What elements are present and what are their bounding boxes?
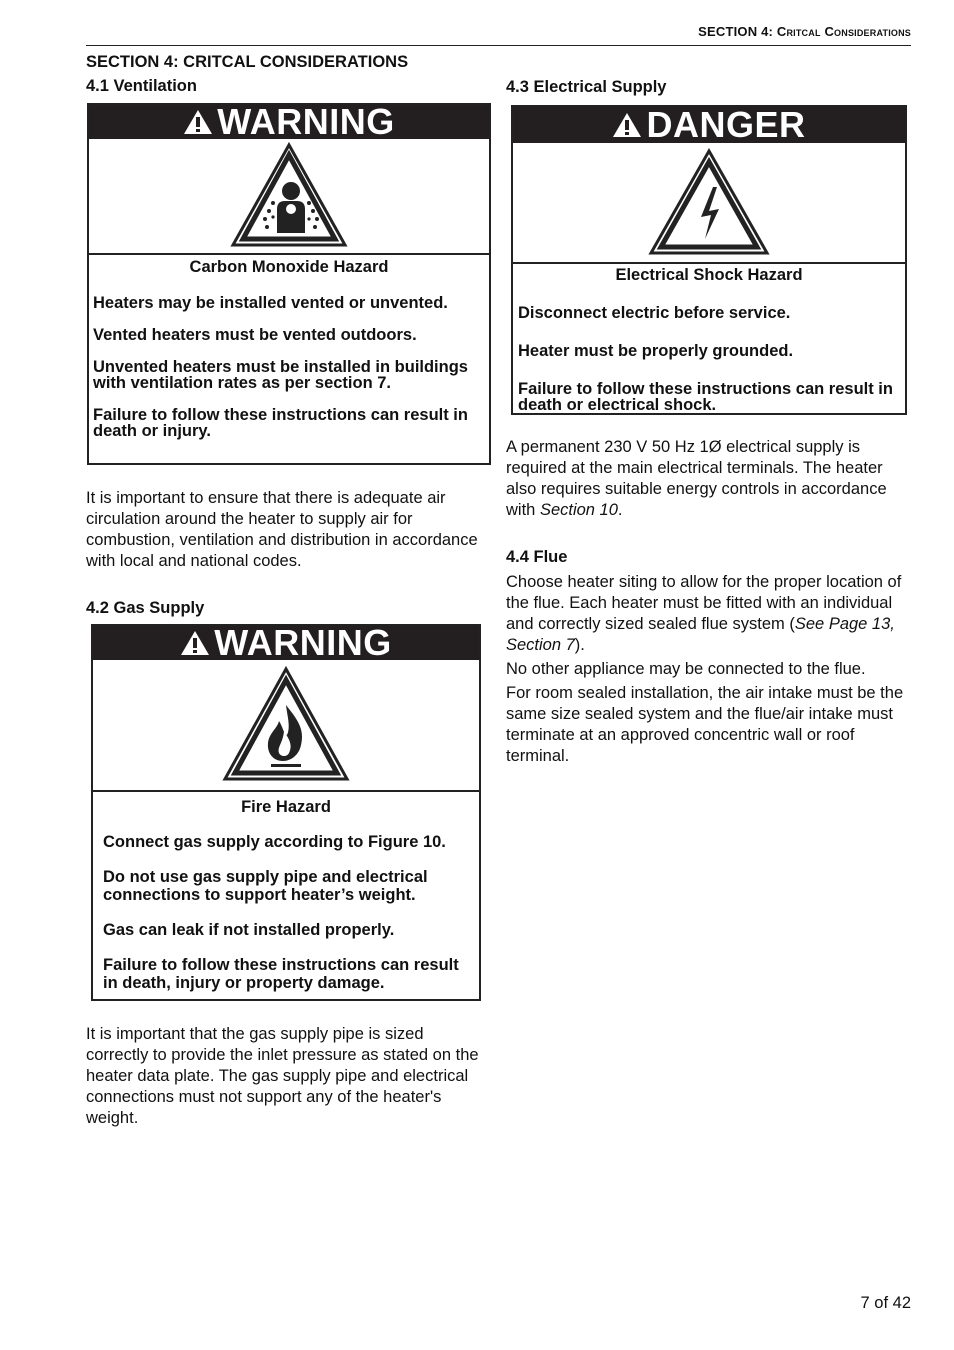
running-header <box>86 24 911 46</box>
co-hazard-title: Carbon Monoxide Hazard <box>189 258 389 276</box>
shock-hazard-title: Electrical Shock Hazard <box>615 266 803 284</box>
flue-paragraph-1-text: Choose heater siting to allow for the proper location of the flue. Each heater must be fitted with an individual and correctly sized sealed flue system ( <box>506 573 902 633</box>
flue-paragraph-1 <box>506 572 911 656</box>
flue-paragraph-1-end: ). <box>574 636 585 654</box>
co-warning-line: Heaters may be installed vented or unvented. <box>93 294 448 312</box>
shock-danger-line: Heater must be properly grounded. <box>518 342 794 360</box>
fire-warning-line: Gas can leak if not installed properly. <box>103 921 395 939</box>
ventilation-heading: 4.1 Ventilation <box>86 77 197 95</box>
danger-banner-text: DANGER <box>646 104 806 145</box>
gas-supply-heading: 4.2 Gas Supply <box>86 599 205 617</box>
flue-paragraph-2: No other appliance may be connected to the flue. <box>506 660 866 678</box>
shock-danger-text <box>513 264 905 419</box>
fire-hazard-title: Fire Hazard <box>241 798 331 816</box>
ventilation-paragraph: It is important to ensure that there is adequate air circulation around the heater to supply air for combustion, ventilation and distribution in accordance with local and national codes. <box>86 489 478 570</box>
shock-danger-line: Failure to follow these instructions can result in death or electrical shock. <box>518 380 893 414</box>
danger-banner <box>513 104 905 145</box>
alert-triangle-icon <box>183 109 213 135</box>
flue-paragraph-3: For room sealed installation, the air intake must be the same size sealed system and the flue/air intake must terminate at an approved concentric wall or roof terminal. <box>506 684 904 765</box>
shock-danger-line: Disconnect electric before service. <box>518 304 791 322</box>
running-header-title: Critcal Considerations <box>776 24 911 39</box>
alert-triangle-icon <box>612 112 642 138</box>
warning-banner <box>93 622 479 663</box>
electrical-paragraph <box>506 437 911 521</box>
electrical-paragraph-end: . <box>617 501 623 519</box>
fire-warning-line: Failure to follow these instructions can result in death, injury or property damage. <box>103 956 459 992</box>
toxic-gas-icon <box>229 141 349 251</box>
page-number: 7 of 42 <box>860 1294 911 1312</box>
shock-icon-area <box>513 143 905 264</box>
fire-warning-line: Connect gas supply according to Figure 10. <box>103 833 446 851</box>
co-warning-line: Failure to follow these instructions can result in death or injury. <box>93 406 468 440</box>
co-warning-text <box>89 255 489 445</box>
co-warning-line: Vented heaters must be vented outdoors. <box>93 326 417 344</box>
fire-icon-area <box>93 660 479 792</box>
alert-triangle-icon <box>180 630 210 656</box>
section-reference: Section 10 <box>539 501 618 519</box>
electrical-heading: 4.3 Electrical Supply <box>506 78 667 96</box>
warning-banner <box>89 101 489 142</box>
running-header-prefix: SECTION 4: <box>698 24 777 39</box>
flue-heading: 4.4 Flue <box>506 548 568 566</box>
fire-warning-line: Do not use gas supply pipe and electrical connections to support heater’s weight. <box>103 868 428 904</box>
shock-danger-box <box>511 105 907 415</box>
gas-supply-paragraph: It is important that the gas supply pipe is sized correctly to provide the inlet pressure as stated on the heater data plate. The gas supply pipe and electrical connections must not support any of the heater's weight. <box>86 1025 479 1127</box>
warning-banner-text: WARNING <box>217 101 395 142</box>
co-warning-line: Unvented heaters must be installed in buildings with ventilation rates as per section 7. <box>93 358 468 392</box>
co-icon-area <box>89 139 489 255</box>
electric-shock-icon <box>647 147 771 259</box>
flame-icon <box>221 665 351 785</box>
fire-warning-box <box>91 624 481 1001</box>
warning-banner-text: WARNING <box>214 622 392 663</box>
page-reference: See Page 13, Section 7 <box>506 615 895 654</box>
electrical-paragraph-text: A permanent 230 V 50 Hz 1Ø electrical supply is required at the main electrical terminals. The heater also requires suitable energy controls in accordance with <box>506 438 887 519</box>
co-warning-box <box>87 103 491 465</box>
section-title: SECTION 4: CRITCAL CONSIDERATIONS <box>86 53 409 71</box>
fire-warning-text <box>93 792 479 998</box>
